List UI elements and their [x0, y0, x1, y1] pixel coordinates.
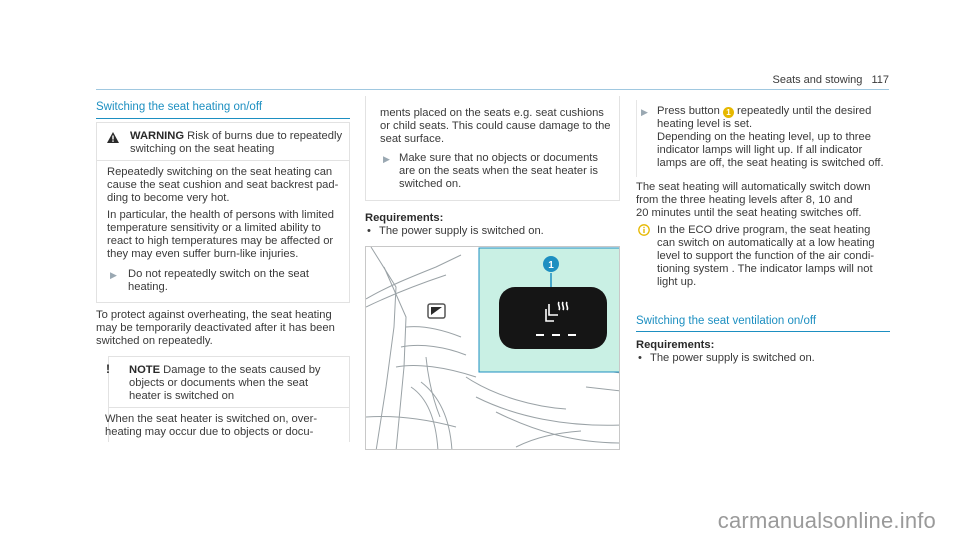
auto-off-line-2: from the three heating levels after 8, 10 and [636, 194, 853, 206]
step-line-4: indicator lamps will light up. If all indicator [657, 144, 863, 156]
section-title-rule [636, 331, 890, 332]
action-arrow-icon: ▶ [110, 270, 117, 280]
note-headline-2: objects or documents when the seat [129, 377, 309, 389]
section-title-seat-ventilation: Switching the seat ventilation on/off [636, 315, 817, 327]
warning-para-2-line-3: react to high temperatures may be affected or [107, 235, 334, 247]
illustration-svg [366, 247, 620, 450]
section-title-seat-heating: Switching the seat heating on/off [96, 101, 263, 113]
body-line-3: switched on repeatedly. [96, 335, 213, 347]
body-line-1: To protect against overheating, the seat heating [96, 309, 332, 321]
running-head-section: Seats and stowing [772, 74, 863, 86]
body-line-2: may be temporarily deactivated after it has been [96, 322, 335, 334]
header-rule [96, 89, 889, 90]
warning-headline-2: switching on the seat heating [130, 143, 275, 155]
warning-action-line-1: Do not repeatedly switch on the seat [128, 268, 309, 280]
step-text-pre: Press button [657, 105, 723, 117]
step-line-3: Depending on the heating level, up to three [657, 131, 871, 143]
watermark-text: carmanualsonline.info [717, 507, 936, 533]
warning-headline-1 [130, 130, 342, 143]
warning-header [97, 123, 349, 161]
bullet-dot: • [367, 225, 371, 237]
note-headline-text: Damage to the seats caused by [160, 364, 321, 376]
auto-off-line-1: The seat heating will automatically switch down [636, 181, 871, 193]
note-cont-line-1: ments placed on the seats e.g. seat cushions [380, 107, 604, 119]
info-line-4: tioning system . The indicator lamps will not [657, 263, 873, 275]
note-body-line-1: When the seat heater is switched on, over- [105, 413, 318, 425]
running-head [773, 74, 890, 87]
warning-box [96, 122, 350, 303]
callout-1-label: 1 [548, 260, 554, 271]
warning-para-1-line-2: cause the seat cushion and seat backrest pad- [107, 179, 339, 191]
page-number: 117 [871, 74, 889, 86]
note-box [105, 356, 350, 442]
step-line-1 [657, 105, 871, 118]
info-line-3: level to support the function of the air condi- [657, 250, 875, 262]
button-1-badge: 1 [723, 107, 734, 118]
warning-headline-text: Risk of burns due to repeatedly [184, 130, 343, 142]
note-action-line-3: switched on. [399, 178, 462, 190]
warning-para-2-line-1: In particular, the health of persons with limited [107, 209, 334, 221]
info-line-2: can switch on automatically at a low heating [657, 237, 875, 249]
note-body-line-2: heating may occur due to objects or docu- [105, 426, 314, 438]
seat-heating-button-illustration [365, 246, 620, 450]
section-title-rule [96, 118, 350, 119]
note-exclamation-icon: ! [106, 362, 110, 376]
warning-triangle-icon [107, 132, 119, 143]
requirements-heading: Requirements: [365, 212, 444, 224]
warning-para-2-line-2: temperature sensitivity or a limited ability to [107, 222, 321, 234]
note-action-line-1: Make sure that no objects or documents [399, 152, 598, 164]
note-label: NOTE [129, 364, 161, 376]
info-line-1: In the ECO drive program, the seat heating [657, 224, 871, 236]
note-headline-1 [129, 364, 321, 377]
note-cont-line-3: seat surface. [380, 133, 445, 145]
seat-heating-button [499, 287, 607, 349]
auto-off-line-3: 20 minutes until the seat heating switches off. [636, 207, 862, 219]
warning-para-1-line-3: ding to become very hot. [107, 192, 230, 204]
warning-label: WARNING [130, 130, 185, 142]
warning-para-1-line-1: Repeatedly switching on the seat heating can [107, 166, 333, 178]
action-arrow-icon: ▶ [383, 154, 390, 164]
action-arrow-icon: ▶ [641, 107, 648, 117]
requirements-heading: Requirements: [636, 339, 715, 351]
note-action-line-2: are on the seats when the seat heater is [399, 165, 599, 177]
requirement-item: The power supply is switched on. [650, 352, 815, 364]
requirement-item: The power supply is switched on. [379, 225, 544, 237]
info-icon [638, 224, 650, 236]
step-side-rule [636, 100, 637, 177]
bullet-dot: • [638, 352, 642, 364]
info-line-5: light up. [657, 276, 697, 288]
note-continued-box [365, 96, 620, 201]
note-cont-line-2: or child seats. This could cause damage to the [380, 120, 611, 132]
step-text-post: repeatedly until the desired [733, 105, 872, 117]
note-headline-3: heater is switched on [129, 390, 235, 402]
step-line-5: lamps are off, the seat heating is switched off. [657, 157, 884, 169]
note-header [106, 357, 349, 408]
step-line-2: heating level is set. [657, 118, 753, 130]
warning-action-line-2: heating. [128, 281, 168, 293]
warning-para-2-line-4: they may even suffer burn-like injuries. [107, 248, 299, 260]
